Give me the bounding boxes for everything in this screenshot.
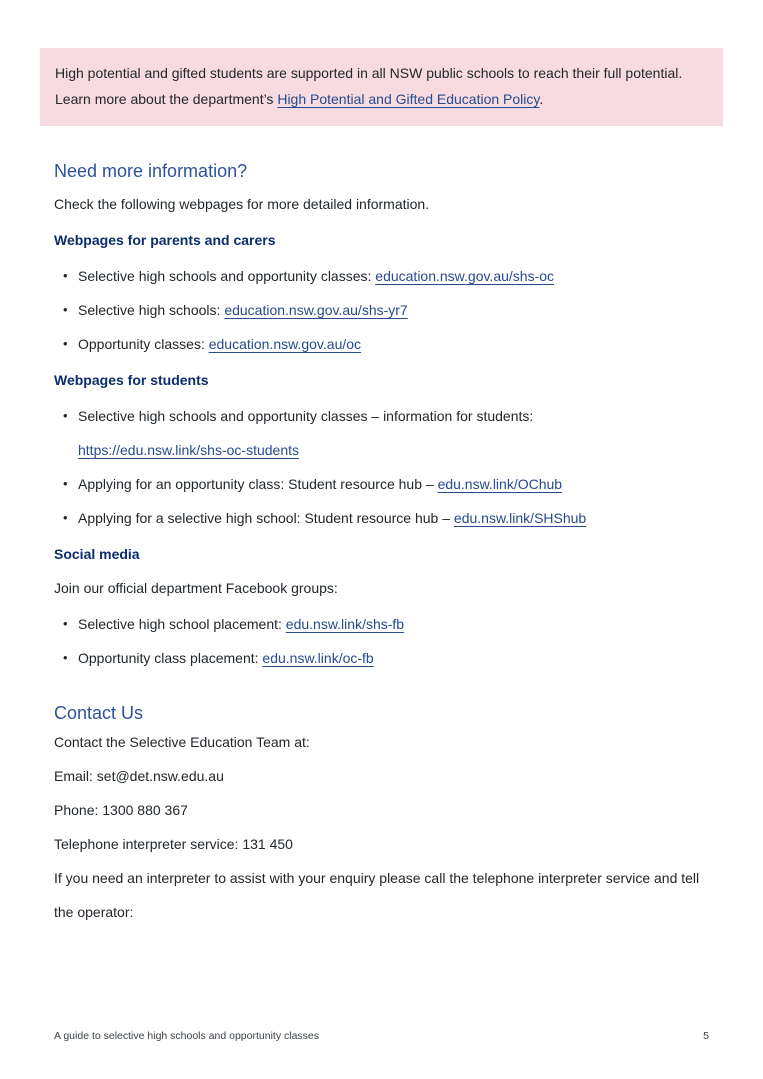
list-item-text: Selective high school placement: (78, 616, 286, 632)
list-item (54, 467, 703, 501)
page-content (54, 159, 703, 929)
students-list (54, 399, 703, 535)
list-item (54, 327, 703, 361)
callout-text-after: . (539, 91, 544, 107)
info-intro: Check the following webpages for more detailed information. (54, 196, 430, 212)
list-item (54, 641, 703, 675)
list-item (54, 607, 703, 641)
social-media-list (54, 607, 703, 675)
callout-text-before: High potential and gifted students are supported in all NSW public schools to reach their full potential. Learn more about the department’s (55, 65, 683, 107)
list-item-text: Opportunity class placement: (78, 650, 263, 666)
contact-email-line: Email: set@det.nsw.edu.au (54, 768, 224, 784)
page-footer (54, 1030, 709, 1042)
page-number: 5 (703, 1030, 709, 1042)
shshub-link[interactable]: edu.nsw.link/SHShub (453, 510, 587, 526)
list-item-text: Applying for an opportunity class: Student resource hub – (78, 476, 438, 492)
list-item (54, 399, 703, 467)
contact-interpreter-line: Telephone interpreter service: 131 450 (54, 836, 293, 852)
subheading-students: Webpages for students (54, 372, 209, 388)
hpge-policy-link[interactable]: High Potential and Gifted Education Policy (277, 91, 540, 107)
list-item-text: Selective high schools and opportunity classes: (78, 268, 376, 284)
list-item (54, 293, 703, 327)
subheading-social-media: Social media (54, 546, 140, 562)
list-item-text: Opportunity classes: (78, 336, 209, 352)
social-media-intro: Join our official department Facebook groups: (54, 580, 338, 596)
list-item (54, 259, 703, 293)
subheading-parents-carers: Webpages for parents and carers (54, 232, 276, 248)
list-item-text: Applying for a selective high school: Student resource hub – (78, 510, 454, 526)
shs-fb-link[interactable]: edu.nsw.link/shs-fb (285, 616, 405, 632)
hpge-callout (40, 48, 723, 126)
parents-carers-list (54, 259, 703, 361)
shs-oc-link[interactable]: education.nsw.gov.au/shs-oc (375, 268, 555, 284)
oc-link[interactable]: education.nsw.gov.au/oc (208, 336, 362, 352)
oc-fb-link[interactable]: edu.nsw.link/oc-fb (262, 650, 374, 666)
contact-team-line: Contact the Selective Education Team at: (54, 734, 310, 750)
shs-yr7-link[interactable]: education.nsw.gov.au/shs-yr7 (224, 302, 408, 318)
callout-text (55, 60, 703, 112)
shs-oc-students-link[interactable]: https://edu.nsw.link/shs-oc-students (78, 442, 299, 458)
list-item-text: Selective high schools: (78, 302, 225, 318)
ochub-link[interactable]: edu.nsw.link/OChub (437, 476, 563, 492)
interpreter-note: If you need an interpreter to assist with your enquiry please call the telephone interpreter service and tell the operator: (54, 870, 700, 920)
footer-title: A guide to selective high schools and opportunity classes (54, 1030, 319, 1042)
list-item (54, 501, 703, 535)
list-item-text: Selective high schools and opportunity classes – information for students: (78, 408, 534, 424)
contact-us-heading: Contact Us (54, 703, 144, 723)
need-more-info-heading: Need more information? (54, 161, 248, 181)
contact-phone-line: Phone: 1300 880 367 (54, 802, 188, 818)
